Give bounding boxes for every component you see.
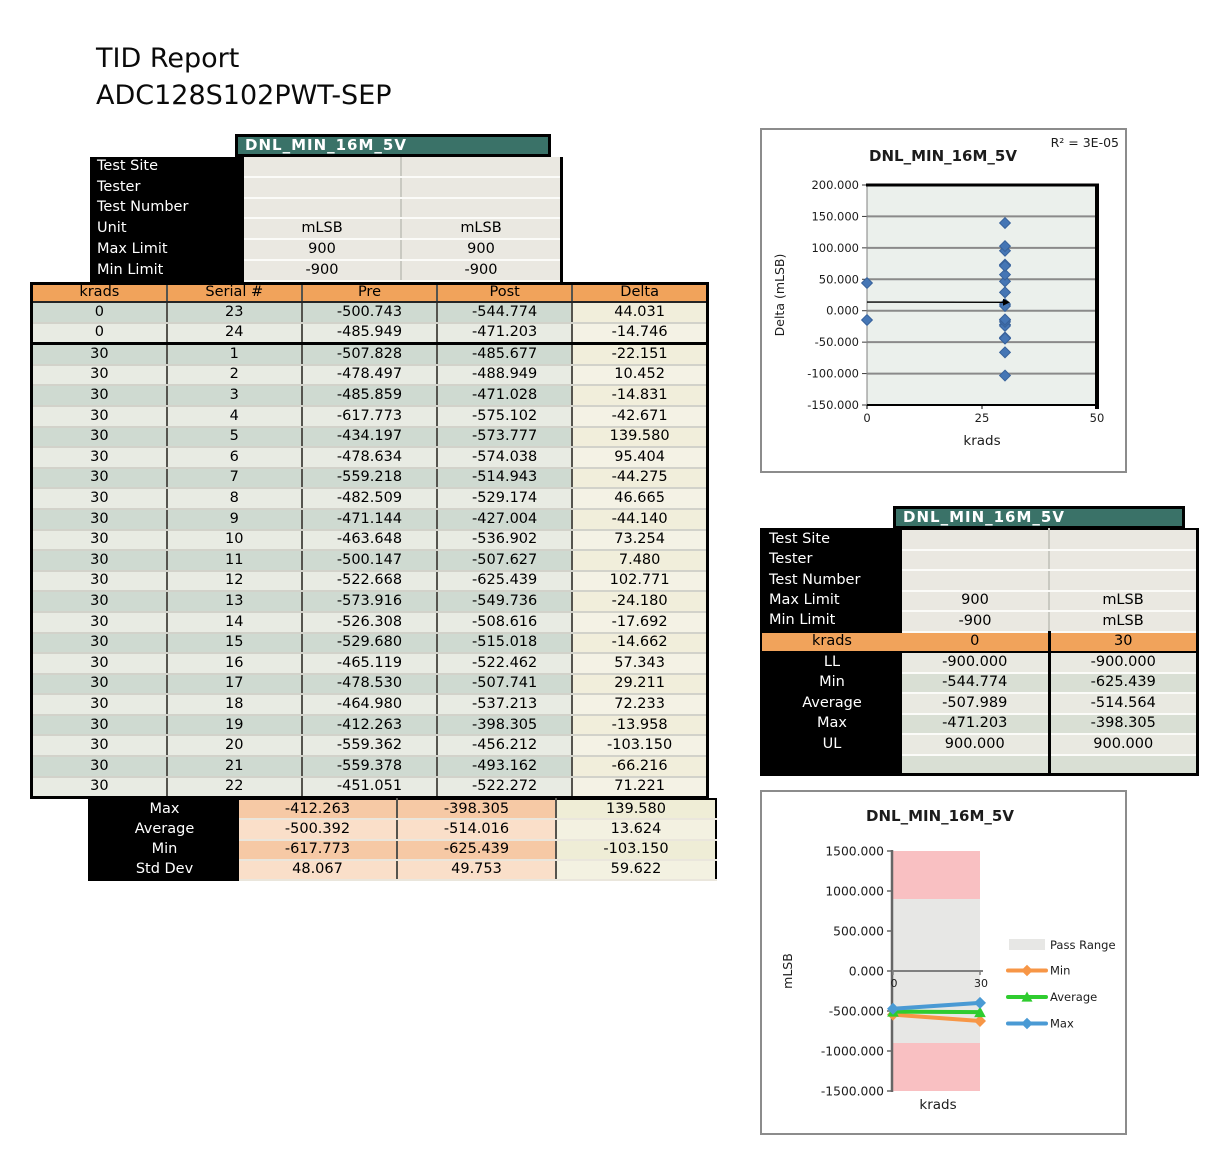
cell: -464.980 [302, 694, 437, 715]
x-tick-label: 50 [1089, 411, 1105, 425]
cell: 21 [167, 756, 302, 777]
cell: -574.038 [437, 447, 572, 468]
info-value: 900 [244, 239, 401, 260]
cell: 12 [167, 571, 302, 592]
cell: -559.362 [302, 735, 437, 756]
summary-label: Average [89, 819, 239, 839]
stats-row [761, 734, 1198, 755]
cell: 23 [167, 302, 302, 323]
cell: 1 [167, 344, 302, 365]
info-row [90, 157, 562, 177]
cell: 0 [32, 302, 167, 323]
y-axis-label: Delta (mLSB) [772, 253, 787, 337]
cell: -537.213 [437, 694, 572, 715]
stats-value: 900 [902, 591, 1049, 612]
cell: 30 [32, 468, 167, 489]
cell: 22 [167, 777, 302, 798]
x-tick-label: 0 [890, 977, 898, 990]
cell: -66.216 [572, 756, 707, 777]
cell: -482.509 [302, 488, 437, 509]
info-label: Tester [90, 177, 244, 198]
chart-title: DNL_MIN_16M_5V [866, 807, 1014, 825]
cell: 24 [167, 323, 302, 344]
table-row [32, 591, 708, 612]
main-info-body [90, 157, 562, 281]
stats-label: Min Limit [761, 611, 902, 632]
cell: 95.404 [572, 447, 707, 468]
info-value [401, 198, 562, 219]
cell: 30 [32, 591, 167, 612]
info-label: Test Number [90, 198, 244, 219]
cell: 17 [167, 674, 302, 695]
info-row [90, 218, 562, 239]
cell: 30 [32, 365, 167, 386]
table-row [32, 365, 708, 386]
cell: 0 [32, 323, 167, 344]
cell: 7 [167, 468, 302, 489]
table-row [32, 612, 708, 633]
cell: 30 [32, 344, 167, 365]
stats-value [902, 550, 1049, 571]
cell: 8 [167, 488, 302, 509]
stats-blank-row [761, 755, 1198, 775]
cell: 30 [32, 612, 167, 633]
table-row [32, 447, 708, 468]
info-value [401, 157, 562, 177]
cell: -529.680 [302, 633, 437, 654]
stats-table-title: DNL_MIN_16M_5V [893, 506, 1185, 529]
cell: 30 [32, 571, 167, 592]
summary-value: 13.624 [556, 819, 716, 839]
summary-value: -625.439 [397, 840, 556, 860]
legend-label: Max [1050, 1016, 1074, 1031]
cell: 2 [167, 365, 302, 386]
cell: 18 [167, 694, 302, 715]
stats-value: -471.203 [902, 714, 1049, 735]
cell: 30 [32, 530, 167, 551]
cell: 30 [32, 406, 167, 427]
stats-label [761, 755, 902, 775]
cell: 7.480 [572, 550, 707, 571]
table-row [32, 385, 708, 406]
cell: -515.018 [437, 633, 572, 654]
cell: -573.916 [302, 591, 437, 612]
stats-value: -625.439 [1049, 673, 1198, 694]
cell: -559.218 [302, 468, 437, 489]
cell: -22.151 [572, 344, 707, 365]
stats-value: 900.000 [902, 734, 1049, 755]
table-row [32, 653, 708, 674]
column-header: Pre [302, 284, 437, 303]
table-row [32, 633, 708, 654]
header-row [32, 284, 708, 303]
column-header: Delta [572, 284, 707, 303]
cell: -549.736 [437, 591, 572, 612]
table-row [32, 550, 708, 571]
cell: 30 [32, 674, 167, 695]
trend-chart [762, 792, 1125, 1133]
cell: 139.580 [572, 427, 707, 448]
cell: -463.648 [302, 530, 437, 551]
cell: -14.831 [572, 385, 707, 406]
cell: 30 [32, 735, 167, 756]
table-row [32, 571, 708, 592]
stats-row [761, 714, 1198, 735]
stats-label: Test Site [761, 529, 902, 550]
report-title [96, 40, 392, 114]
stats-value: -398.305 [1049, 714, 1198, 735]
y-tick-label: 1000.000 [825, 884, 884, 899]
table-row [32, 344, 708, 365]
table-row [32, 302, 708, 323]
cell: -500.147 [302, 550, 437, 571]
main-summary-body [89, 799, 716, 880]
cell: 30 [32, 715, 167, 736]
table-row [32, 468, 708, 489]
column-header: krads [32, 284, 167, 303]
stats-value: -900 [902, 611, 1049, 632]
summary-value: -412.263 [239, 799, 397, 819]
cell: -485.677 [437, 344, 572, 365]
table-row [32, 427, 708, 448]
stats-value: mLSB [1049, 611, 1198, 632]
stats-value: -544.774 [902, 673, 1049, 694]
chart-title: DNL_MIN_16M_5V [869, 147, 1017, 165]
cell: -526.308 [302, 612, 437, 633]
report-title-line1: TID Report [96, 43, 240, 74]
y-tick-label: -50.000 [814, 335, 859, 350]
stats-label: Max [761, 714, 902, 735]
stats-value [1049, 570, 1198, 591]
info-value: 900 [401, 239, 562, 260]
table-row [32, 406, 708, 427]
y-tick-label: 500.000 [833, 924, 884, 939]
cell: 73.254 [572, 530, 707, 551]
cell: -575.102 [437, 406, 572, 427]
cell: 30 [32, 509, 167, 530]
main-summary-table [88, 798, 717, 881]
fail-band-upper [893, 851, 980, 899]
cell: 30 [32, 756, 167, 777]
cell: 30 [32, 653, 167, 674]
cell: 30 [32, 633, 167, 654]
cell: 19 [167, 715, 302, 736]
stats-label: Min [761, 673, 902, 694]
cell: -427.004 [437, 509, 572, 530]
y-tick-label: -150.000 [807, 398, 859, 412]
stats-label: Max Limit [761, 591, 902, 612]
info-value: -900 [401, 260, 562, 281]
stats-info-row [761, 611, 1198, 632]
legend-label: Average [1050, 990, 1098, 1004]
cell: -103.150 [572, 735, 707, 756]
y-tick-label: -1000.000 [820, 1044, 884, 1059]
cell: -544.774 [437, 302, 572, 323]
cell: 13 [167, 591, 302, 612]
cell: -559.378 [302, 756, 437, 777]
report-title-line2: ADC128S102PWT-SEP [96, 80, 392, 111]
cell: 5 [167, 427, 302, 448]
info-value [244, 157, 401, 177]
cell: -522.272 [437, 777, 572, 798]
legend-marker [1021, 965, 1033, 977]
info-row [90, 198, 562, 219]
cell: 9 [167, 509, 302, 530]
stats-body [761, 529, 1198, 775]
table-row [32, 735, 708, 756]
stats-value [1049, 529, 1198, 550]
cell: 16 [167, 653, 302, 674]
r-squared-annotation: R² = 3E-05 [1050, 135, 1119, 150]
x-tick-label: 25 [974, 411, 990, 425]
table-row [32, 756, 708, 777]
info-label: Min Limit [90, 260, 244, 281]
table-row [32, 777, 708, 798]
stats-value: -900.000 [902, 652, 1049, 673]
info-value: -900 [244, 260, 401, 281]
info-label: Max Limit [90, 239, 244, 260]
cell: -434.197 [302, 427, 437, 448]
cell: 30 [32, 777, 167, 798]
cell: 11 [167, 550, 302, 571]
cell: -522.462 [437, 653, 572, 674]
table-row [32, 488, 708, 509]
cell: -536.902 [437, 530, 572, 551]
info-value [244, 198, 401, 219]
y-tick-label: 200.000 [811, 178, 859, 192]
cell: -529.174 [437, 488, 572, 509]
x-axis-label: krads [963, 433, 1001, 449]
cell: -485.949 [302, 323, 437, 344]
summary-row [89, 819, 716, 839]
cell: 46.665 [572, 488, 707, 509]
fail-band-lower [893, 1043, 980, 1091]
summary-value: -398.305 [397, 799, 556, 819]
info-value: mLSB [244, 218, 401, 239]
cell: -14.746 [572, 323, 707, 344]
cell: 30 [32, 447, 167, 468]
cell: 72.233 [572, 694, 707, 715]
stats-row [761, 673, 1198, 694]
cell: -471.028 [437, 385, 572, 406]
cell: -617.773 [302, 406, 437, 427]
stats-value: 0 [902, 632, 1049, 653]
scatter-chart [762, 130, 1125, 471]
cell: -514.943 [437, 468, 572, 489]
cell: -507.627 [437, 550, 572, 571]
summary-value: 49.753 [397, 860, 556, 880]
cell: 57.343 [572, 653, 707, 674]
cell: -17.692 [572, 612, 707, 633]
stats-label: krads [761, 632, 902, 653]
trend-chart-box [760, 790, 1127, 1135]
info-row [90, 260, 562, 281]
y-tick-label: -500.000 [828, 1004, 884, 1019]
table-row [32, 674, 708, 695]
cell: -44.275 [572, 468, 707, 489]
cell: 29.211 [572, 674, 707, 695]
legend-marker [1021, 1018, 1033, 1030]
cell: 30 [32, 385, 167, 406]
stats-value: 30 [1049, 632, 1198, 653]
table-row [32, 509, 708, 530]
stats-value [902, 570, 1049, 591]
summary-label: Std Dev [89, 860, 239, 880]
series-line-average [893, 1012, 980, 1013]
info-value [401, 177, 562, 198]
x-axis-label: krads [919, 1097, 957, 1113]
cell: -44.140 [572, 509, 707, 530]
info-value: mLSB [401, 218, 562, 239]
y-tick-label: 0.000 [848, 964, 884, 979]
cell: 20 [167, 735, 302, 756]
stats-label: Test Number [761, 570, 902, 591]
stats-label: UL [761, 734, 902, 755]
stats-info-row [761, 550, 1198, 571]
stats-value: -507.989 [902, 693, 1049, 714]
x-tick-label: 0 [863, 411, 871, 425]
cell: 4 [167, 406, 302, 427]
cell: 30 [32, 488, 167, 509]
info-row [90, 239, 562, 260]
scatter-chart-box [760, 128, 1127, 473]
summary-row [89, 799, 716, 819]
cell: -13.958 [572, 715, 707, 736]
cell: -573.777 [437, 427, 572, 448]
cell: -500.743 [302, 302, 437, 323]
summary-value: -500.392 [239, 819, 397, 839]
cell: -14.662 [572, 633, 707, 654]
table-row [32, 530, 708, 551]
column-header: Serial # [167, 284, 302, 303]
cell: -24.180 [572, 591, 707, 612]
stats-value: 900.000 [1049, 734, 1198, 755]
cell: 6 [167, 447, 302, 468]
cell: -478.530 [302, 674, 437, 695]
stats-label: Average [761, 693, 902, 714]
summary-label: Max [89, 799, 239, 819]
y-tick-label: -1500.000 [820, 1084, 884, 1099]
y-tick-label: 100.000 [811, 240, 859, 255]
summary-row [89, 860, 716, 880]
summary-value: -617.773 [239, 840, 397, 860]
cell: 30 [32, 550, 167, 571]
summary-value: -103.150 [556, 840, 716, 860]
main-data-table [30, 282, 709, 799]
plot-area [867, 185, 1097, 405]
y-tick-label: 1500.000 [825, 844, 884, 859]
stats-label: LL [761, 652, 902, 673]
stats-value [902, 529, 1049, 550]
info-value [244, 177, 401, 198]
cell: 30 [32, 427, 167, 448]
table-row [32, 715, 708, 736]
cell: -522.668 [302, 571, 437, 592]
stats-row [761, 652, 1198, 673]
cell: -456.212 [437, 735, 572, 756]
cell: 15 [167, 633, 302, 654]
info-label: Unit [90, 218, 244, 239]
cell: -507.741 [437, 674, 572, 695]
stats-table [760, 528, 1199, 776]
info-row [90, 177, 562, 198]
main-grid-head [32, 284, 708, 303]
legend-pass-range-swatch [1009, 939, 1045, 950]
summary-value: 139.580 [556, 799, 716, 819]
stats-value [902, 755, 1049, 775]
stats-krads-row [761, 632, 1198, 653]
stats-value: -514.564 [1049, 693, 1198, 714]
legend [1008, 938, 1116, 1031]
cell: -493.162 [437, 756, 572, 777]
table-row [32, 694, 708, 715]
stats-value [1049, 755, 1198, 775]
cell: -451.051 [302, 777, 437, 798]
cell: 102.771 [572, 571, 707, 592]
cell: -625.439 [437, 571, 572, 592]
y-tick-label: 0.000 [826, 303, 859, 318]
y-tick-label: -100.000 [807, 366, 859, 381]
cell: 44.031 [572, 302, 707, 323]
cell: -485.859 [302, 385, 437, 406]
main-info-table [90, 157, 563, 282]
stats-info-row [761, 591, 1198, 612]
cell: -42.671 [572, 406, 707, 427]
table-row [32, 323, 708, 344]
cell: 10.452 [572, 365, 707, 386]
summary-label: Min [89, 840, 239, 860]
summary-value: 48.067 [239, 860, 397, 880]
summary-value: -514.016 [397, 819, 556, 839]
main-grid-body [32, 302, 708, 798]
cell: -471.203 [437, 323, 572, 344]
main-table-title: DNL_MIN_16M_5V [235, 134, 551, 157]
legend-label: Pass Range [1050, 938, 1116, 952]
cell: -478.497 [302, 365, 437, 386]
cell: -478.634 [302, 447, 437, 468]
stats-value [1049, 550, 1198, 571]
cell: 30 [32, 694, 167, 715]
cell: 3 [167, 385, 302, 406]
legend-label: Min [1050, 963, 1071, 978]
stats-row [761, 693, 1198, 714]
x-tick-label: 30 [974, 977, 988, 990]
stats-label: Tester [761, 550, 902, 571]
cell: -471.144 [302, 509, 437, 530]
y-axis-label: mLSB [780, 953, 795, 989]
cell: 14 [167, 612, 302, 633]
cell: -398.305 [437, 715, 572, 736]
stats-value: -900.000 [1049, 652, 1198, 673]
cell: 71.221 [572, 777, 707, 798]
y-tick-label: 50.000 [818, 272, 859, 287]
summary-row [89, 840, 716, 860]
cell: -508.616 [437, 612, 572, 633]
cell: 10 [167, 530, 302, 551]
cell: -412.263 [302, 715, 437, 736]
stats-value: mLSB [1049, 591, 1198, 612]
stats-info-row [761, 529, 1198, 550]
cell: -507.828 [302, 344, 437, 365]
info-label: Test Site [90, 157, 244, 177]
stats-info-row [761, 570, 1198, 591]
y-tick-label: 150.000 [811, 209, 859, 224]
cell: -488.949 [437, 365, 572, 386]
column-header: Post [437, 284, 572, 303]
cell: -465.119 [302, 653, 437, 674]
summary-value: 59.622 [556, 860, 716, 880]
